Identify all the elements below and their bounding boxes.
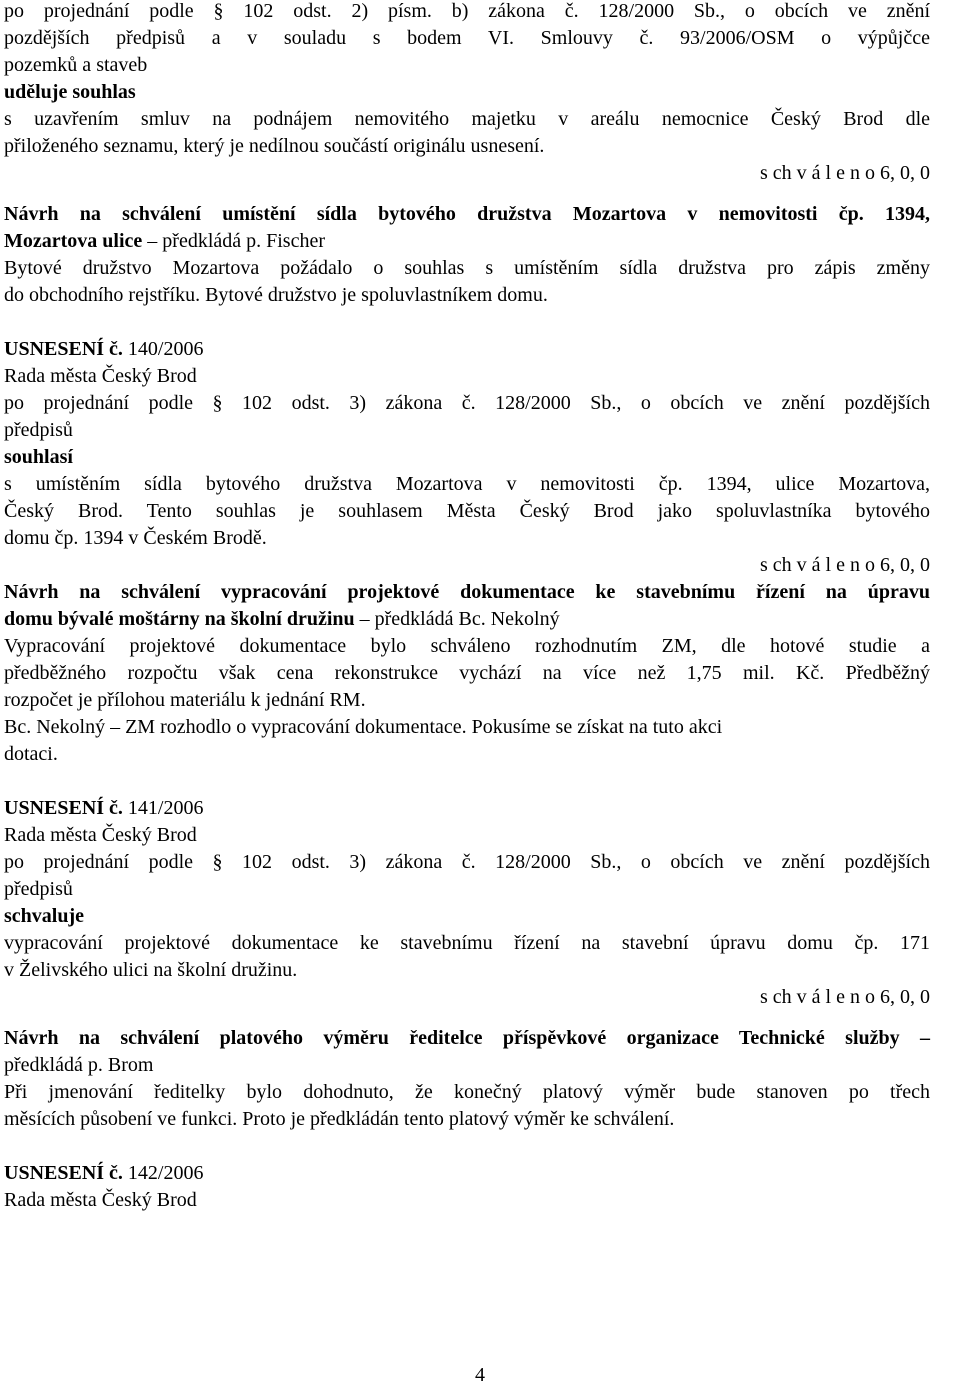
resolution-text-line: s uzavřením smluv na podnájem nemovitého majetku v areálu nemocnice Český Brod dle (4, 108, 930, 130)
resolution-text-line: s umístěním sídla bytového družstva Mozartova v nemovitosti čp. 1394, ulice Mozartova, (4, 473, 930, 495)
council-name: Rada města Český Brod (4, 365, 197, 387)
agenda-item-title: Návrh na schválení vypracování projektové dokumentace ke stavebnímu řízení na úpravu (4, 581, 930, 603)
council-name: Rada města Český Brod (4, 824, 197, 846)
agenda-item-title-bold: domu bývalé moštárny na školní družinu (4, 608, 355, 630)
resolution-text-line: v Želivského ulici na školní družinu. (4, 959, 298, 981)
agenda-item-text: rozpočet je přílohou materiálu k jednání RM. (4, 689, 366, 711)
resolution-number-value: 142/2006 (122, 1162, 204, 1184)
agenda-item-presenter: – předkládá p. Fischer (142, 230, 326, 252)
resolution-verb: uděluje souhlas (4, 81, 136, 103)
approval-result: s ch v á l e n o 6, 0, 0 (760, 162, 930, 184)
agenda-item-title-bold: Mozartova ulice (4, 230, 143, 252)
approval-result: s ch v á l e n o 6, 0, 0 (760, 986, 930, 1008)
agenda-item-text: Při jmenování ředitelky bylo dohodnuto, že konečný platový výměr bude stanoven po třech (4, 1081, 930, 1103)
legal-basis-line: pozemků a staveb (4, 54, 148, 76)
agenda-item-text: měsících působení ve funkci. Proto je předkládán tento platový výměr ke schválení. (4, 1108, 675, 1130)
resolution-number-value: 141/2006 (122, 797, 204, 819)
resolution-text-line: vypracování projektové dokumentace ke stavebnímu řízení na stavební úpravu domu čp. 171 (4, 932, 930, 954)
resolution-text-line: Český Brod. Tento souhlas je souhlasem Města Český Brod jako spoluvlastníka bytového (4, 500, 930, 522)
resolution-text-line: přiloženého seznamu, který je nedílnou součástí originálu usnesení. (4, 135, 545, 157)
agenda-item-presenter: – předkládá Bc. Nekolný (354, 608, 560, 630)
approval-result: s ch v á l e n o 6, 0, 0 (760, 554, 930, 576)
agenda-item-text: do obchodního rejstříku. Bytové družstvo je spoluvlastníkem domu. (4, 284, 548, 306)
resolution-verb: souhlasí (4, 446, 73, 468)
agenda-item-title: Návrh na schválení umístění sídla bytového družstva Mozartova v nemovitosti čp. 1394, (4, 203, 930, 225)
legal-basis-line: po projednání podle § 102 odst. 3) zákona č. 128/2000 Sb., o obcích ve znění pozdějších (4, 851, 930, 873)
agenda-item-text: předběžného rozpočtu však cena rekonstrukce vychází na více než 1,75 mil. Kč. Předběžný (4, 662, 930, 684)
resolution-number-value: 140/2006 (122, 338, 204, 360)
resolution-number-label: USNESENÍ č. (4, 1162, 123, 1184)
resolution-number (4, 1160, 930, 1187)
agenda-item-presenter: předkládá p. Brom (4, 1054, 154, 1076)
agenda-item-text: dotaci. (4, 743, 58, 765)
legal-basis-line: předpisů (4, 419, 73, 441)
resolution-text-line: domu čp. 1394 v Českém Brodě. (4, 527, 267, 549)
agenda-item-title: Návrh na schválení platového výměru ředitelce příspěvkové organizace Technické služby – (4, 1027, 930, 1049)
agenda-item-title (4, 606, 930, 633)
resolution-number-label: USNESENÍ č. (4, 797, 123, 819)
document-page (4, 0, 930, 1214)
legal-basis-line: předpisů (4, 878, 73, 900)
resolution-verb: schvaluje (4, 905, 84, 927)
resolution-number-label: USNESENÍ č. (4, 338, 123, 360)
agenda-item-text: Vypracování projektové dokumentace bylo schváleno rozhodnutím ZM, dle hotové studie a (4, 635, 930, 657)
resolution-number (4, 795, 930, 822)
agenda-item-title (4, 228, 930, 255)
agenda-item-text: Bc. Nekolný – ZM rozhodlo o vypracování dokumentace. Pokusíme se získat na tuto akci (4, 716, 723, 738)
council-name: Rada města Český Brod (4, 1189, 197, 1211)
legal-basis-line: po projednání podle § 102 odst. 2) písm. b) zákona č. 128/2000 Sb., o obcích ve znění (4, 0, 930, 22)
legal-basis-line: po projednání podle § 102 odst. 3) zákona č. 128/2000 Sb., o obcích ve znění pozdějších (4, 392, 930, 414)
page-number: 4 (475, 1364, 485, 1386)
resolution-number (4, 336, 930, 363)
agenda-item-text: Bytové družstvo Mozartova požádalo o souhlas s umístěním sídla družstva pro zápis změny (4, 257, 930, 279)
legal-basis-line: pozdějších předpisů a v souladu s bodem VI. Smlouvy č. 93/2006/OSM o výpůjčce (4, 27, 930, 49)
